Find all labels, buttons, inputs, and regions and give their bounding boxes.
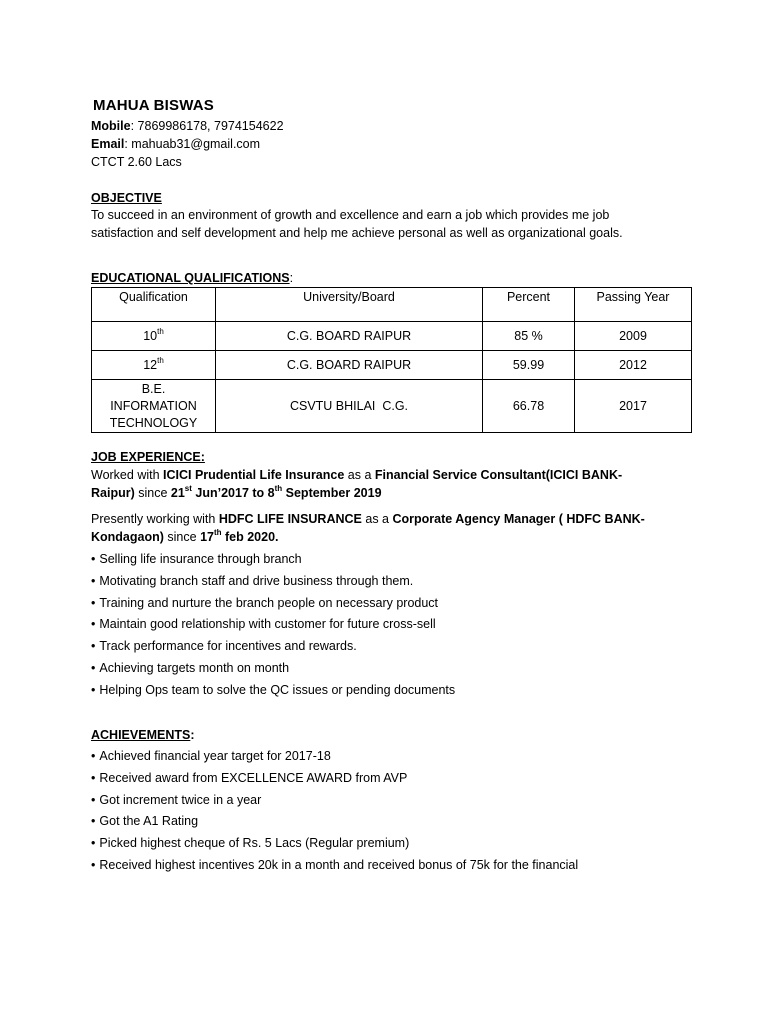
education-heading-text: EDUCATIONAL QUALIFICATIONS — [91, 271, 290, 285]
list-item: • Picked highest cheque of Rs. 5 Lacs (Regular premium) — [91, 833, 578, 855]
education-heading — [91, 270, 293, 286]
list-item: • Helping Ops team to solve the QC issues or pending documents — [91, 680, 455, 702]
job-paragraph-1 — [91, 466, 622, 502]
col-header-university: University/Board — [216, 288, 483, 322]
cell-percent: 66.78 — [483, 380, 575, 433]
list-item: • Got the A1 Rating — [91, 811, 578, 833]
candidate-name: MAHUA BISWAS — [93, 97, 215, 114]
cell-qualification: 12th — [92, 351, 216, 380]
list-item: • Got increment twice in a year — [91, 790, 578, 812]
job-p1-line-1: Worked with ICICI Prudential Life Insurance as a Financial Service Consultant(ICICI BANK- — [91, 468, 623, 482]
cell-qualification: 10th — [92, 322, 216, 351]
cell-board: C.G. BOARD RAIPUR — [216, 322, 483, 351]
table-row — [92, 380, 692, 433]
objective-line-1: To succeed in an environment of growth and excellence and earn a job which provides me job — [91, 208, 610, 222]
job-heading: JOB EXPERIENCE: — [91, 450, 205, 464]
education-table — [91, 287, 692, 433]
job-paragraph-2 — [91, 510, 645, 546]
col-header-passing-year: Passing Year — [575, 288, 692, 322]
objective-heading: OBJECTIVE — [91, 191, 162, 205]
mobile-line — [91, 118, 284, 134]
cell-qualification: B.E. INFORMATION TECHNOLOGY — [92, 380, 216, 433]
list-item: • Received highest incentives 20k in a month and received bonus of 75k for the financial — [91, 855, 578, 877]
cell-percent: 85 % — [483, 322, 575, 351]
list-item: • Selling life insurance through branch — [91, 549, 455, 571]
list-item: • Motivating branch staff and drive business through them. — [91, 571, 455, 593]
objective-text — [91, 206, 623, 242]
email-label: Email — [91, 137, 125, 151]
education-heading-colon: : — [289, 271, 294, 285]
email-value: : mahuab31@gmail.com — [124, 137, 261, 151]
col-header-percent: Percent — [483, 288, 575, 322]
job-duties-list — [91, 549, 455, 702]
cell-board: CSVTU BHILAI C.G. — [216, 380, 483, 433]
mobile-value: : 7869986178, 7974154622 — [130, 119, 284, 133]
list-item: • Received award from EXCELLENCE AWARD from AVP — [91, 768, 578, 790]
mobile-label: Mobile — [91, 119, 131, 133]
job-p1-line-2: Raipur) since 21st Jun’2017 to 8th September 2019 — [91, 483, 382, 500]
col-header-qualification: Qualification — [92, 288, 216, 322]
cell-year: 2012 — [575, 351, 692, 380]
job-p2-line-2: Kondagaon) since 17th feb 2020. — [91, 527, 279, 544]
email-line — [91, 136, 260, 152]
achievements-list — [91, 746, 578, 877]
cell-percent: 59.99 — [483, 351, 575, 380]
list-item: • Achieved financial year target for 2017-18 — [91, 746, 578, 768]
achievements-heading-text: ACHIEVEMENTS — [91, 728, 191, 742]
ctct-line: CTCT 2.60 Lacs — [91, 155, 182, 169]
objective-line-2: satisfaction and self development and help me achieve personal as well as organizational goals. — [91, 226, 623, 240]
list-item: • Maintain good relationship with customer for future cross-sell — [91, 614, 455, 636]
list-item: • Track performance for incentives and rewards. — [91, 636, 455, 658]
cell-board: C.G. BOARD RAIPUR — [216, 351, 483, 380]
cell-year: 2009 — [575, 322, 692, 351]
table-header-row — [92, 288, 692, 322]
achievements-heading — [91, 727, 195, 743]
list-item: • Achieving targets month on month — [91, 658, 455, 680]
achievements-heading-colon: : — [190, 728, 195, 742]
job-p2-line-1: Presently working with HDFC LIFE INSURANCE as a Corporate Agency Manager ( HDFC BANK- — [91, 512, 645, 526]
cell-year: 2017 — [575, 380, 692, 433]
table-row — [92, 322, 692, 351]
table-row — [92, 351, 692, 380]
list-item: • Training and nurture the branch people on necessary product — [91, 593, 455, 615]
